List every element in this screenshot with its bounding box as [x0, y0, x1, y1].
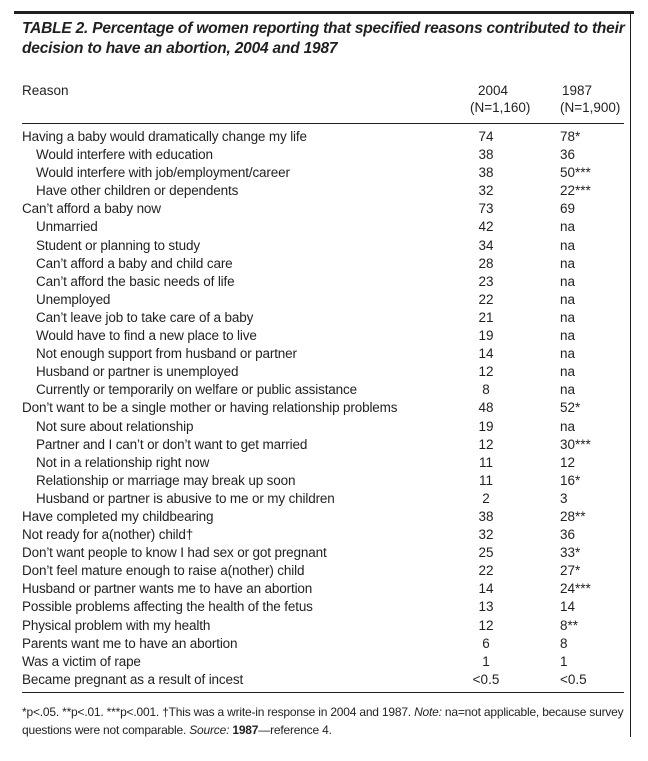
table-row	[0, 454, 648, 472]
row-value-1987: 12	[560, 454, 576, 470]
note-label: Note:	[414, 705, 442, 719]
header-2004-year: 2004	[478, 83, 509, 98]
row-value-1987: na	[560, 328, 576, 344]
table-row	[0, 309, 648, 327]
row-reason: Having a baby would dramatically change my life	[22, 129, 307, 144]
row-reason: Currently or temporarily on welfare or public assistance	[36, 382, 357, 398]
table-row	[0, 508, 648, 526]
table-row	[0, 255, 648, 273]
table-row	[0, 490, 648, 508]
row-value-2004: <0.5	[472, 671, 500, 687]
table-row	[0, 182, 648, 200]
table-row	[0, 291, 648, 309]
row-value-2004: 19	[478, 328, 494, 344]
row-value-1987: na	[560, 255, 576, 271]
row-value-2004: 25	[478, 545, 494, 561]
row-value-1987: na	[560, 346, 576, 362]
row-reason: Can’t afford a baby now	[22, 201, 161, 217]
row-value-1987: na	[560, 273, 576, 289]
row-value-2004: 38	[478, 147, 494, 163]
row-value-2004: 12	[478, 617, 494, 633]
row-value-1987: na	[560, 418, 576, 434]
row-value-2004: 1	[482, 653, 490, 669]
row-reason: Not in a relationship right now	[36, 454, 210, 470]
row-reason: Not ready for a(nother) child†	[22, 527, 194, 543]
header-1987-n: (N=1,900)	[560, 100, 621, 115]
row-value-2004: 14	[478, 581, 494, 597]
row-reason: Husband or partner wants me to have an abortion	[22, 581, 313, 597]
row-value-1987: 50***	[560, 165, 591, 181]
table-row	[0, 399, 648, 417]
row-reason: Can’t afford a baby and child care	[36, 255, 233, 271]
row-reason: Parents want me to have an abortion	[22, 635, 238, 651]
row-reason: Not enough support from husband or partner	[36, 346, 297, 362]
header-2004-n: (N=1,160)	[470, 100, 531, 115]
row-reason: Unmarried	[36, 219, 98, 235]
table-row	[0, 146, 648, 164]
row-value-1987: 8**	[560, 617, 579, 633]
row-reason: Would interfere with job/employment/career	[36, 165, 290, 181]
row-value-1987: 69	[560, 201, 576, 217]
table-row	[0, 598, 648, 616]
table-row	[0, 273, 648, 291]
row-reason: Have other children or dependents	[36, 183, 239, 199]
table-row	[0, 418, 648, 436]
row-value-2004: 2	[482, 490, 490, 506]
row-value-2004: 48	[478, 400, 494, 416]
row-value-1987: 3	[560, 490, 568, 506]
row-value-1987: 36	[560, 147, 576, 163]
row-value-2004: 8	[482, 382, 490, 398]
row-reason: Would interfere with education	[36, 147, 213, 163]
row-reason: Don’t want people to know I had sex or got pregnant	[22, 545, 327, 561]
row-value-1987: 24***	[560, 581, 591, 597]
header-2004	[470, 82, 560, 116]
row-reason: Can’t leave job to take care of a baby	[36, 309, 254, 325]
row-value-1987: na	[560, 382, 576, 398]
table-row	[0, 526, 648, 544]
header-rule	[22, 123, 624, 124]
row-value-2004: 28	[478, 255, 494, 271]
row-reason: Husband or partner is unemployed	[36, 364, 239, 380]
row-value-2004: 6	[482, 635, 490, 651]
table-row	[0, 562, 648, 580]
table-row	[0, 200, 648, 218]
table-row	[0, 237, 648, 255]
table-row	[0, 218, 648, 236]
header-1987	[560, 82, 640, 116]
row-value-2004: 21	[478, 309, 494, 325]
row-value-1987: 52*	[560, 400, 581, 416]
table-row	[0, 345, 648, 363]
row-value-2004: 73	[478, 201, 494, 217]
row-value-1987: na	[560, 237, 576, 253]
row-value-2004: 14	[478, 346, 494, 362]
row-value-2004: 12	[478, 364, 494, 380]
row-reason: Was a victim of rape	[22, 653, 141, 669]
row-value-1987: 14	[560, 599, 576, 615]
row-reason: Not sure about relationship	[36, 418, 194, 434]
table-row	[0, 327, 648, 345]
row-value-1987: 1	[560, 653, 568, 669]
row-reason: Partner and I can’t or don’t want to get married	[36, 436, 308, 452]
table-row	[0, 617, 648, 635]
row-value-2004: 22	[478, 291, 494, 307]
row-reason: Don’t feel mature enough to raise a(nother) child	[22, 563, 305, 579]
row-value-2004: 23	[478, 273, 494, 289]
table-row	[0, 363, 648, 381]
row-reason: Would have to find a new place to live	[36, 328, 257, 344]
source-label: Source:	[189, 723, 230, 737]
bottom-rule	[22, 692, 624, 693]
row-value-2004: 12	[478, 436, 494, 452]
table-body	[0, 128, 648, 689]
row-reason: Unemployed	[36, 291, 111, 307]
note-text: na=not applicable, because survey questions were not comparable.	[22, 705, 624, 737]
row-value-1987: 78*	[560, 129, 581, 144]
row-value-1987: 36	[560, 527, 576, 543]
table-row	[0, 472, 648, 490]
row-reason: Became pregnant as a result of incest	[22, 671, 244, 687]
row-reason: Physical problem with my health	[22, 617, 211, 633]
row-value-1987: <0.5	[560, 671, 587, 687]
table-row	[0, 580, 648, 598]
row-value-2004: 34	[478, 237, 494, 253]
row-value-2004: 74	[478, 129, 494, 144]
table-title: TABLE 2. Percentage of women reporting that specified reasons contributed to their decision to have an abortion, 2004 and 1987	[22, 20, 625, 57]
table-row	[0, 128, 648, 146]
header-reason: Reason	[22, 83, 69, 98]
row-value-2004: 38	[478, 508, 494, 524]
row-value-2004: 42	[478, 219, 494, 235]
row-value-1987: na	[560, 291, 576, 307]
row-value-2004: 32	[478, 183, 494, 199]
row-reason: Relationship or marriage may break up soon	[36, 472, 296, 488]
row-value-1987: na	[560, 309, 576, 325]
row-reason: Don’t want to be a single mother or having relationship problems	[22, 400, 398, 416]
row-value-1987: 22***	[560, 183, 591, 199]
table-row	[0, 436, 648, 454]
source-year: 1987	[232, 723, 259, 737]
table-row	[0, 653, 648, 671]
row-value-2004: 13	[478, 599, 494, 615]
row-reason: Possible problems affecting the health of the fetus	[22, 599, 313, 615]
row-value-1987: 8	[560, 635, 568, 651]
row-reason: Can’t afford the basic needs of life	[36, 273, 235, 289]
row-value-2004: 11	[478, 454, 493, 470]
row-value-1987: 30***	[560, 436, 591, 452]
row-value-2004: 38	[478, 165, 494, 181]
table-row	[0, 544, 648, 562]
table-row	[0, 671, 648, 689]
table-row	[0, 635, 648, 653]
row-value-2004: 32	[478, 527, 494, 543]
table-row	[0, 164, 648, 182]
row-value-1987: 28**	[560, 508, 586, 524]
row-value-2004: 19	[478, 418, 494, 434]
top-rule	[14, 11, 634, 14]
row-value-2004: 22	[478, 563, 494, 579]
row-value-1987: 16*	[560, 472, 581, 488]
row-value-1987: 33*	[560, 545, 581, 561]
row-reason: Husband or partner is abusive to me or my children	[36, 490, 335, 506]
table-row	[0, 381, 648, 399]
row-value-2004: 11	[478, 472, 493, 488]
row-value-1987: 27*	[560, 563, 581, 579]
table-note	[22, 703, 632, 739]
row-value-1987: na	[560, 364, 576, 380]
note-significance: *p<.05. **p<.01. ***p<.001. †This was a write-in response in 2004 and 1987.	[22, 705, 411, 719]
source-ref: —reference 4.	[258, 723, 332, 737]
row-value-1987: na	[560, 219, 576, 235]
header-1987-year: 1987	[562, 83, 593, 98]
row-reason: Have completed my childbearing	[22, 508, 214, 524]
row-reason: Student or planning to study	[36, 237, 200, 253]
